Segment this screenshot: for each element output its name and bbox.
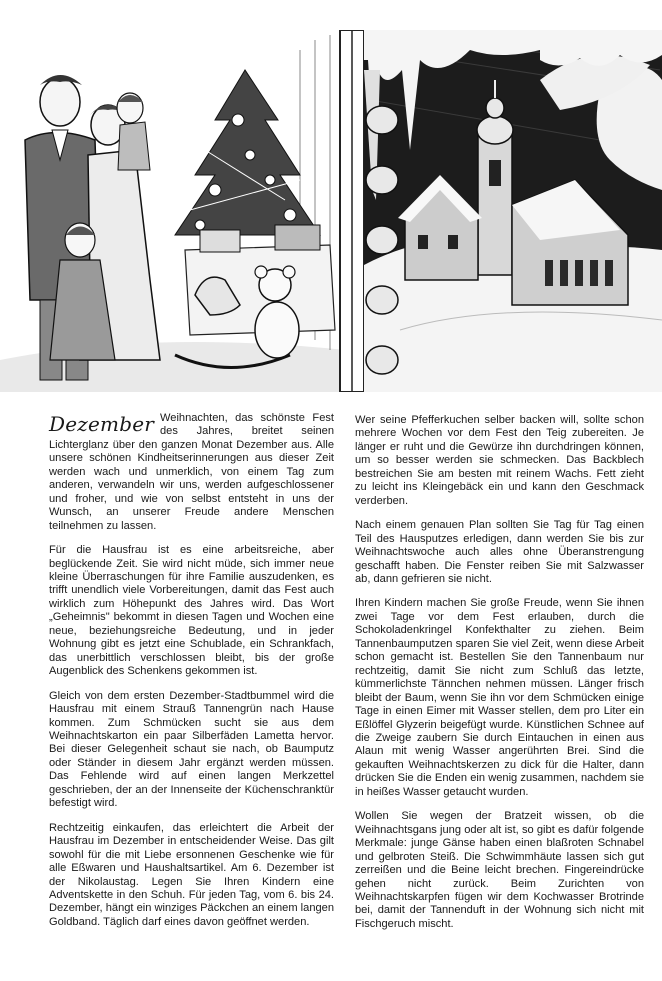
paragraph-stadtbummel: Gleich von dem ersten Dezember-Stadtbummel wird die Hausfrau mit einem Strauß Tannengrün nach Hause kommen. Zum Schmücken sucht sie aus dem Weihnachtskarton ein paar Silberfäden Lametta hervor. Bei dieser Gelegenheit schaut sie nach, ob Baumputz oder Ständer in diesem Jahr ergänzt werden müssen. Das Fehlende wird auf einen langen Merkzettel geschrieben, der an der Innenseite der Küchenschranktür befestigt wird. bbox=[49, 689, 334, 810]
paragraph-weihnachtsgans: Wollen Sie wegen der Bratzeit wissen, ob die Weihnachtsgans jung oder alt ist, so gibt es dafür folgende Merkmale: junge Gänse haben einen blaßroten Schnabel und gelbroten Steiß. Die Schwimmhäute lassen sich gut zerreißen und die Beine leicht brechen. Fingereindrücke gehen nicht zurück. Beim Zurichten von Weihnachtskarpfen fügen wir dem Kochwasser Brotrinde bei, damit der Tannenduft in der Wohnung sich nicht mit Fischgeruch mischt. bbox=[355, 810, 644, 930]
page-title: Dezember bbox=[49, 412, 155, 436]
paragraph-tannenbaum: Ihren Kindern machen Sie große Freude, wenn Sie ihnen zwei Tage vor dem Fest erlauben, durch die Schokoladenkringel Konfekthalter zu ziehen. Beim Tannenbaumputzen sparen Sie viel Zeit, wenn diese Arbeit schon gemacht ist. Bestellen Sie den Tannenbaum nur rechtzeitig, damit Sie nicht zum Schluß das letzte, kümmerlichste Tännchen nehmen müssen. Länger frisch bleibt der Baum, wenn Sie ihn vor dem Schmücken einige Tage in einen Eimer mit Wasser stellen, dem pro Liter ein Eßlöffel Glyzerin beigefügt wurde. Künstlichen Schnee auf die Zweige zaubern Sie durch Eintauchen in einen aus Alaun mit wenig Wasser angerührten Brei. Sind die gekauften Weihnachtskerzen zu dick für die Halter, dann drücken Sie die Enden ein wenig zusammen, nachdem sie in heißes Wasser getaucht wurden. bbox=[355, 597, 644, 798]
lead-text: Weihnachten, das schönste Fest des Jahres, breitet seinen Lichterglanz über den ganzen Monat Dezember aus. Alle unsere schönen Kindheitserinnerungen aus dieser Zeit werden wach und unmerklich, von einem Tag zum anderen, verwandeln wir uns, werden aufgeschlossener und froher, und wie von selbst entsteht in uns der Wunsch, an unserer Freude andere Menschen teilnehmen zu lassen. bbox=[49, 412, 334, 532]
paragraph-hausfrau: Für die Hausfrau ist es eine arbeitsreiche, aber beglückende Zeit. Sie wird nicht müde, sich immer neue kleine Überraschungen für ihre Familie auszudenken, es trifft unendlich viele Vorbereitungen, damit das Fest auch wirklich zum Höhepunkt des Jahres wird. Das Wort „Geheimnis" bekommt in diesen Tagen und Wochen eine neue, beziehungsreiche Bedeutung, und in jeder Wohnung gibt es jetzt eine Schublade, ein Schrankfach, das unerbittlich verschlossen bleibt, bis der große Augenblick des Schenkens gekommen ist. bbox=[49, 544, 334, 678]
paragraph-einkaufen: Rechtzeitig einkaufen, das erleichtert die Arbeit der Hausfrau im Dezember in entscheidender Weise. Das gilt sowohl für die mit Liebe ersonnenen Geschenke wie für alle Eßwaren und Haushaltsartikel. Am 6. Dezember ist der Nikolaustag. Legen Sie Ihren Kindern eine Adventskette in den Schuh. Für jeden Tag, vom 6. bis 24. Dezember, hängt ein winziges Päckchen an einem langen Goldband. Täglich darf eines davon geöffnet werden. bbox=[49, 821, 334, 928]
right-column bbox=[355, 414, 644, 931]
paragraph-hausputz: Nach einem genauen Plan sollten Sie Tag für Tag einen Teil des Hausputzes erledigen, dann werden Sie bis zur Weihnachtswoche auch alles ohne Überanstrengung geschafft haben. Die Fenster reiben Sie mit Salzwasser ab, dann gefrieren sie nicht. bbox=[355, 519, 644, 585]
christmas-illustration bbox=[0, 30, 662, 392]
left-column bbox=[49, 412, 334, 929]
intro-paragraph bbox=[49, 412, 334, 533]
paragraph-pfefferkuchen: Wer seine Pfefferkuchen selber backen will, sollte schon mehrere Wochen vor dem Fest den Teig zubereiten. Je länger er ruht und die Gewürze ihn durchdringen können, um so besser werden sie schmecken. Das Backblech bestreichen Sie am besten mit reinem Wachs. Fett zieht zu leicht ins Kleingebäck ein und kann den Geschmack verderben. bbox=[355, 414, 644, 507]
